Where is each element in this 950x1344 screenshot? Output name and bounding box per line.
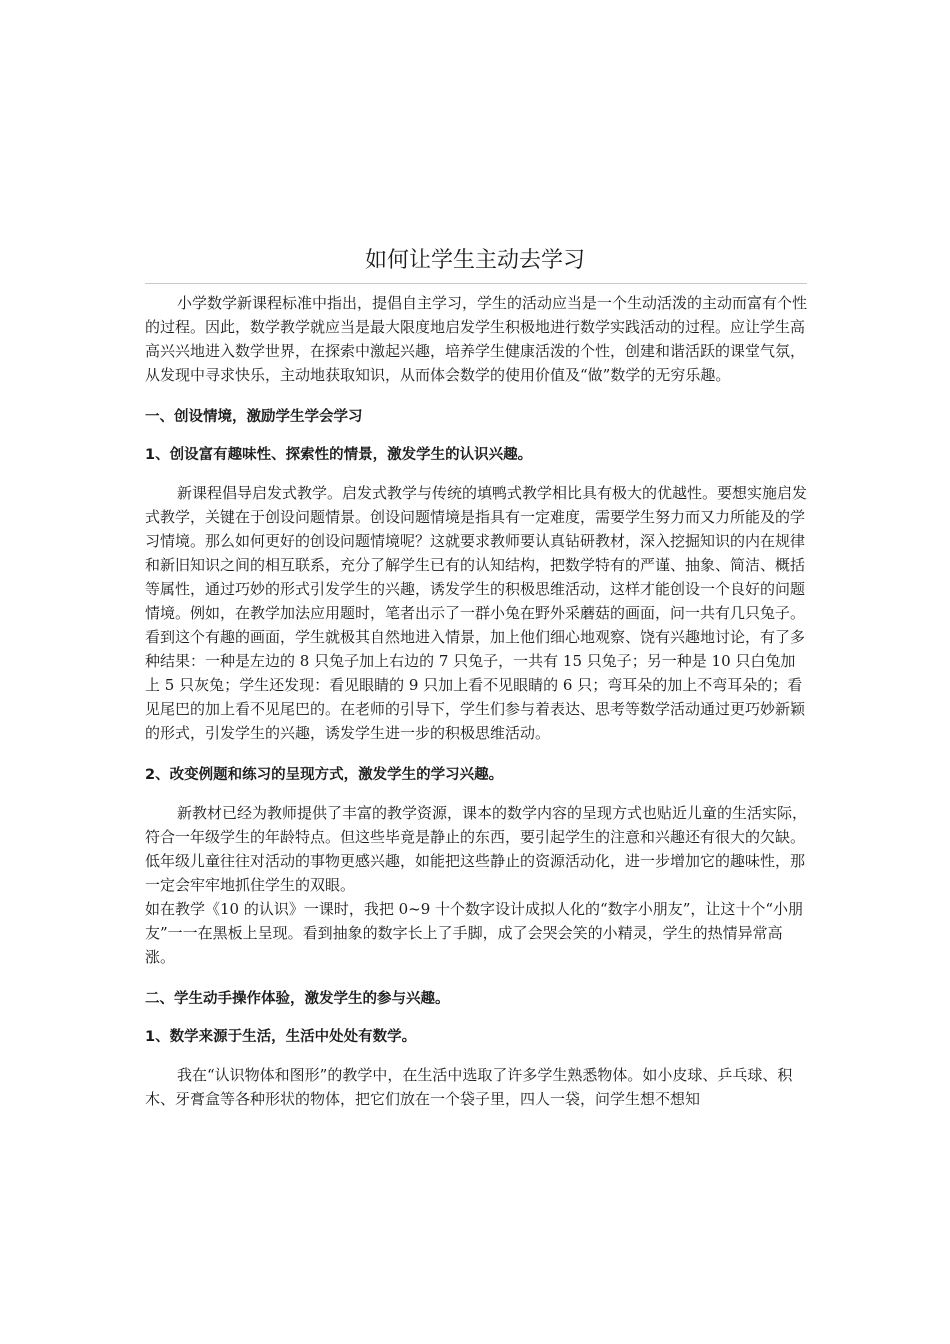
section-1-heading: 一、创设情境，激励学生学会学习 [145,409,363,425]
document-body [145,291,807,1111]
section-2-1-heading: 1、数学来源于生活，生活中处处有数学。 [145,1029,417,1045]
section-1-2-heading: 2、改变例题和练习的呈现方式，激发学生的学习兴趣。 [145,767,504,783]
intro-paragraph: 小学数学新课程标准中指出，提倡自主学习，学生的活动应当是一个生动活泼的主动而富有个性的过程。因此，数学教学就应当是最大限度地启发学生积极地进行数学实践活动的过程。应让学生高高兴兴地进入数学世界，在探索中激起兴趣，培养学生健康活泼的个性，创建和谐活跃的课堂气氛，从发现中寻求快乐，主动地获取知识，从而体会数学的使用价值及“做”数学的无穷乐趣。 [145,294,808,384]
section-1-2-paragraph: 新教材已经为教师提供了丰富的教学资源，课本的数学内容的呈现方式也贴近儿童的生活实际，符合一年级学生的年龄特点。但这些毕竟是静止的东西，要引起学生的注意和兴趣还有很大的欠缺。低年级儿童往往对活动的事物更感兴趣，如能把这些静止的资源活动化，进一步增加它的趣味性，那一定会牢牢地抓住学生的双眼。 [145,804,808,894]
title-divider [145,283,807,284]
section-1-1-paragraph: 新课程倡导启发式教学。启发式教学与传统的填鸭式教学相比具有极大的优越性。要想实施启发式教学，关键在于创设问题情景。创设问题情境是指具有一定难度，需要学生努力而又力所能及的学习情境。那么如何更好的创设问题情境呢？这就要求教师要认真钻研教材，深入挖掘知识的内在规律和新旧知识之间的相互联系，充分了解学生已有的认知结构，把数学特有的严谨、抽象、简洁、概括等属性，通过巧妙的形式引发学生的兴趣，诱发学生的积极思维活动，这样才能创设一个良好的问题情境。例如，在教学加法应用题时，笔者出示了一群小兔在野外采蘑菇的画面，问一共有几只兔子。看到这个有趣的画面，学生就极其自然地进入情景，加上他们细心地观察、饶有兴趣地讨论，有了多种结果：一种是左边的 8 只兔子加上右边的 7 只兔子，一共有 15 只兔子；另一种是 10 只白兔加上 5 只灰兔；学生还发现：看见眼睛的 9 只加上看不见眼睛的 6 只；弯耳朵的加上不弯耳朵的；看见尾巴的加上看不见尾巴的。在老师的引导下，学生们参与着表达、思考等数学活动通过更巧妙新颖的形式，引发学生的兴趣，诱发学生进一步的积极思维活动。 [145,484,808,742]
section-1-1-heading: 1、创设富有趣味性、探索性的情景，激发学生的认识兴趣。 [145,447,533,463]
section-2-heading: 二、学生动手操作体验，激发学生的参与兴趣。 [145,991,450,1007]
section-2-1-paragraph: 我在“认识物体和图形”的教学中，在生活中选取了许多学生熟悉物体。如小皮球、乒乓球、积木、牙膏盒等各种形状的物体，把它们放在一个袋子里，四人一袋，问学生想不想知 [145,1066,793,1108]
section-1-2-paragraph-2: 如在教学《10 的认识》一课时，我把 0~9 十个数字设计成拟人化的“数字小朋友”，让这十个“小朋友”一一在黑板上呈现。看到抽象的数字长上了手脚，成了会哭会笑的小精灵，学生的热情异常高涨。 [145,900,804,966]
document-title: 如何让学生主动去学习 [364,248,585,273]
